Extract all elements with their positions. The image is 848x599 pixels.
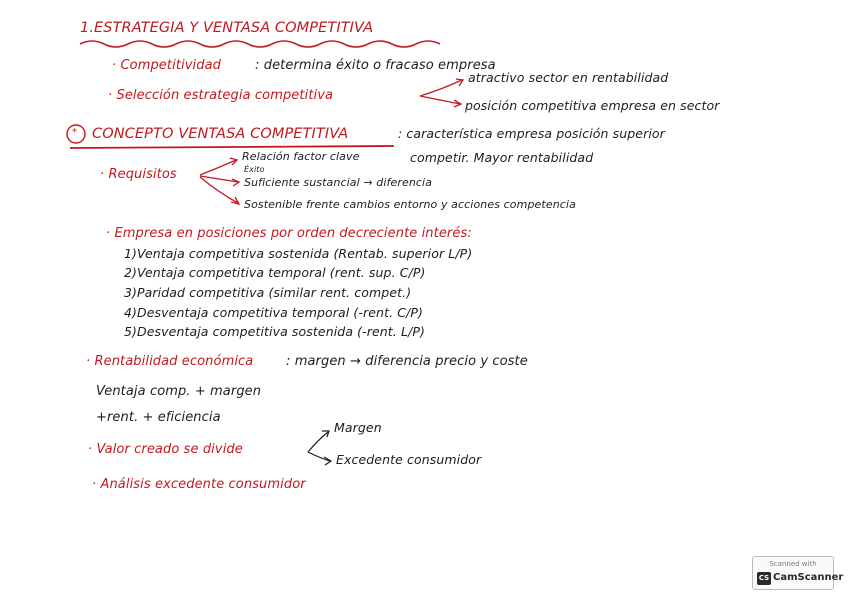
valor-label: · Valor creado se divide: [88, 442, 243, 457]
seleccion-label: · Selección estrategia competitiva: [108, 88, 334, 103]
camscanner-watermark: [752, 556, 844, 590]
orden-item-1: 1)Ventaja competitiva sostenida (Rentab. superior L/P): [124, 246, 473, 261]
orden-item-5: 5)Desventaja competitiva sostenida (-rent. L/P): [124, 324, 425, 339]
orden-item-2: 2)Ventaja competitiva temporal (rent. sup. C/P): [124, 265, 426, 280]
concepto-definition-1: : característica empresa posición superior: [398, 126, 665, 141]
concepto-definition-2: competir. Mayor rentabilidad: [410, 150, 594, 165]
branch-arrow-1: [420, 80, 462, 96]
rent-eficiencia-line: +rent. + eficiencia: [96, 410, 221, 425]
valor-arrow-1: [308, 432, 328, 452]
req-arrow-3: [200, 177, 238, 203]
requisito-2: Suficiente sustancial → diferencia: [244, 176, 433, 189]
valor-arrow-2: [308, 452, 330, 461]
rentabilidad-label: · Rentabilidad económica: [86, 354, 254, 369]
badge-scanned-with: Scanned with: [769, 560, 817, 568]
req-arrow-2: [200, 176, 238, 182]
title-1-underline: [80, 41, 440, 47]
badge-brand: CamScanner: [773, 572, 844, 583]
valor-branch-margen: Margen: [334, 420, 382, 435]
section-1-title: 1.ESTRATEGIA Y VENTASA COMPETITIVA: [80, 20, 374, 36]
seleccion-branch-2: posición competitiva empresa en sector: [465, 98, 720, 113]
requisito-1-exito: Éxito: [244, 165, 265, 174]
req-arrow-1: [200, 160, 236, 175]
title-2-underline: [70, 146, 394, 148]
orden-heading: · Empresa en posiciones por orden decreciente interés:: [106, 226, 472, 241]
orden-item-3: 3)Paridad competitiva (similar rent. compet.): [124, 285, 412, 300]
orden-item-4: 4)Desventaja competitiva temporal (-rent. C/P): [124, 305, 423, 320]
requisito-3: Sostenible frente cambios entorno y acciones competencia: [244, 198, 576, 211]
asterisk-icon: *: [72, 127, 78, 138]
branch-arrow-2: [420, 96, 460, 104]
ventaja-margen-line: Ventaja comp. + margen: [96, 384, 262, 399]
requisito-1: Relación factor clave: [242, 150, 360, 163]
rentabilidad-text: : margen → diferencia precio y coste: [286, 354, 528, 369]
camscanner-logo-icon: CS: [757, 572, 771, 585]
analisis-line: · Análisis excedente consumidor: [92, 477, 306, 492]
section-2-title: CONCEPTO VENTASA COMPETITIVA: [92, 126, 349, 142]
competitividad-text: : determina éxito o fracaso empresa: [255, 58, 496, 73]
requisitos-label: · Requisitos: [100, 167, 177, 182]
valor-branch-excedente: Excedente consumidor: [336, 452, 482, 467]
seleccion-branch-1: atractivo sector en rentabilidad: [468, 70, 669, 85]
competitividad-label: · Competitividad: [112, 58, 222, 73]
